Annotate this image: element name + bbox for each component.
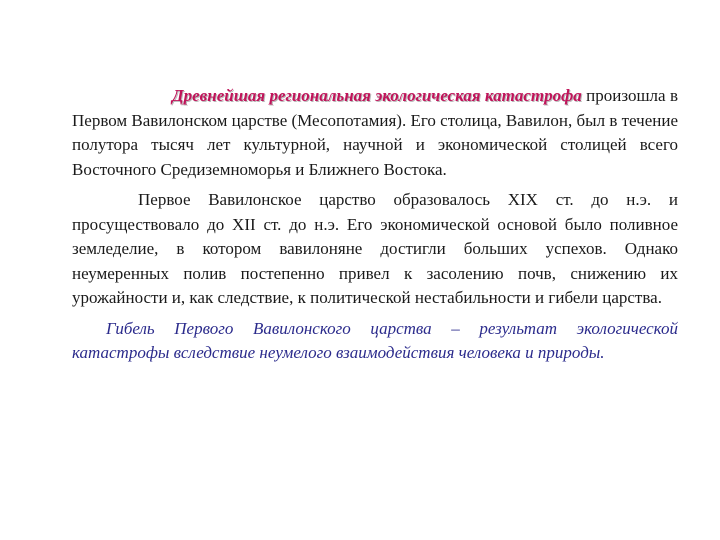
history-paragraph: Первое Вавилонское царство образовалось XIX ст. до н.э. и просуществовало до XII ст. до н.э. Его экономической основой было поливное земледелие, в котором вавилоняне достигли больших успехов. Однако неумеренных полив постепенно привел к засолению почв, снижению их урожайности и, как следствие, к политической нестабильности и гибели царства. [72,190,678,307]
slide-text-block [72,84,678,366]
headline-phrase: Древнейшая региональная экологическая катастрофа [172,86,582,105]
intro-paragraph-body: произошла в Первом Вавилонском царстве (Месопотамия). Его столица, Вавилон, был в течение полутора тысяч лет культурной, научной и экономической столицей всего Восточного Средиземноморья и Ближнего Востока. [72,86,678,179]
intro-paragraph [72,84,678,182]
conclusion-paragraph: Гибель Первого Вавилонского царства – результат экологической катастрофы вследствие неумелого взаимодействия человека и природы. [72,318,678,362]
